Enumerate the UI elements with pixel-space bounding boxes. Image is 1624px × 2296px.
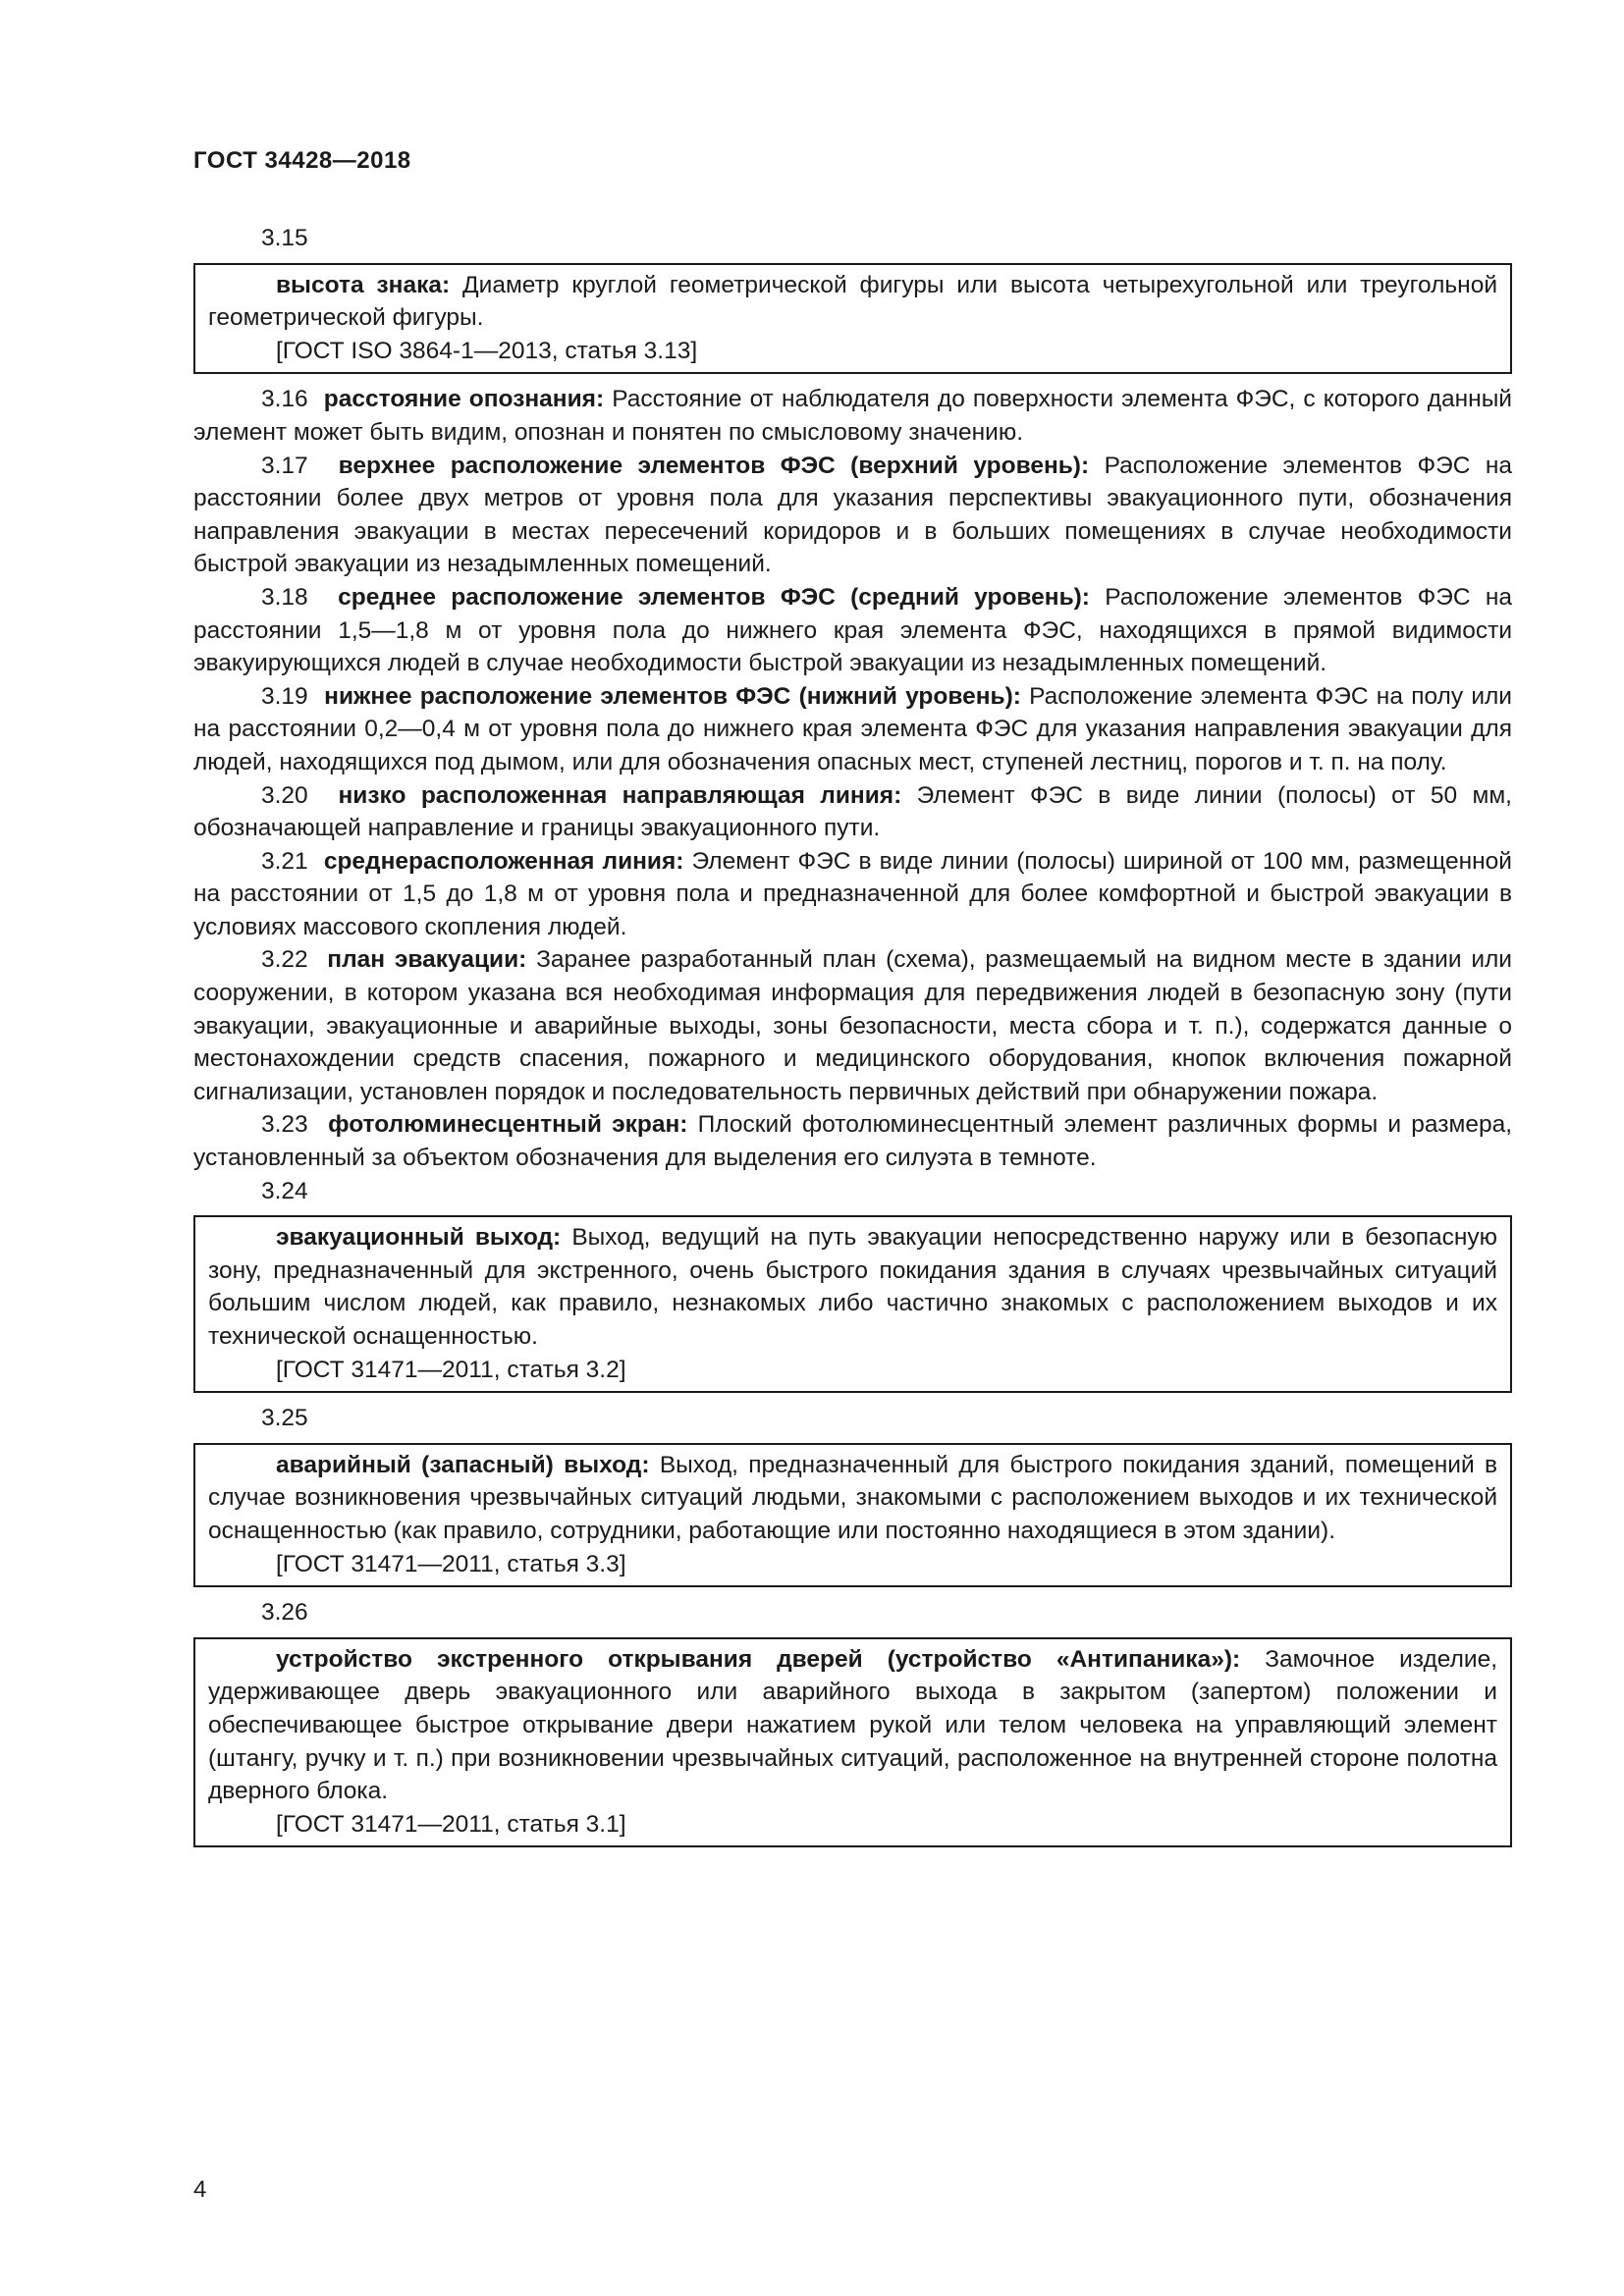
entry-number: 3.23 xyxy=(261,1111,308,1139)
definition: Заранее разработанный план (схема), размещаемый на видном месте в здании или сооружении, в котором указана вся необходимая информация для передвижения людей в безопасную зону (пути эвакуации, эвакуационные и аварийные выходы, зоны безопасности, места сбора и т. п.), содержатся данные о местонахождении средств спасения, пожарного и медицинского оборудования, кнопок включения пожарной сигнализации, установлен порядок и последовательность первичных действий при обнаружении пожара. xyxy=(193,946,1512,1105)
definition: Замочное изделие, удерживающее дверь эвакуационного или аварийного выхода в закрытом (запертом) положении и обеспечивающее быстрое открывание двери нажатием рукой или телом человека на управляющий элемент (штангу, ручку и т. п.) при возникновении чрезвычайных ситуаций, расположенное на внутренней стороне полотна дверного блока. xyxy=(208,1645,1498,1805)
source-reference: [ГОСТ ISO 3864-1—2013, статья 3.13] xyxy=(276,337,698,364)
entry-number: 3.22 xyxy=(261,946,308,974)
definition-box xyxy=(193,263,1512,375)
definition-paragraph xyxy=(193,581,1512,680)
source-reference: [ГОСТ 31471—2011, статья 3.1] xyxy=(276,1810,626,1838)
definition-paragraph xyxy=(193,383,1512,449)
definition-paragraph xyxy=(193,943,1512,1108)
definition: Расположение элементов ФЭС на расстоянии более двух метров от уровня пола для указания перспективы эвакуационного пути, обозначения направления эвакуации в местах пересечений коридоров и в больших помещениях в случае необходимости быстрой эвакуации из незадымленных помещений. xyxy=(193,452,1512,578)
definition: Диаметр круглой геометрической фигуры или высота четырехугольной или треугольной геометрической фигуры. xyxy=(208,271,1498,332)
document-header: ГОСТ 34428—2018 xyxy=(193,147,411,174)
definition-text xyxy=(208,1643,1497,1808)
term: аварийный (запасный) выход: xyxy=(276,1451,650,1478)
definition-text xyxy=(208,1221,1497,1353)
definition: Плоский фотолюминесцентный элемент различных формы и размера, установленный за объектом обозначения для выделения его силуэта в темноте. xyxy=(193,1111,1513,1172)
entry-number: 3.26 xyxy=(261,1599,308,1627)
definition: Элемент ФЭС в виде линии (полосы) от 50 мм, обозначающей направление и границы эвакуационного пути. xyxy=(193,781,1512,842)
term: низко расположенная направляющая линия: xyxy=(338,781,902,809)
term: фотолюминесцентный экран: xyxy=(328,1111,688,1139)
definition-box xyxy=(193,1637,1512,1848)
definition-text xyxy=(208,269,1497,335)
definition-box xyxy=(193,1215,1512,1393)
definition: Выход, предназначенный для быстрого покидания зданий, помещений в случае возникновения чрезвычайных ситуаций людьми, знакомыми с расположением выходов и их технической оснащенностью (как правило, сотрудники, работающие или постоянно находящиеся в этом здании). xyxy=(208,1451,1498,1544)
term: расстояние опознания: xyxy=(323,386,605,413)
source-reference: [ГОСТ 31471—2011, статья 3.2] xyxy=(276,1356,626,1383)
entry-number: 3.18 xyxy=(261,583,308,611)
term: устройство экстренного открывания дверей (устройство «Антипаника»): xyxy=(276,1645,1241,1673)
definition-paragraph xyxy=(193,680,1512,779)
definition-paragraph xyxy=(193,1108,1512,1174)
term: верхнее расположение элементов ФЭС (верхний уровень): xyxy=(338,452,1090,479)
definitions-list xyxy=(193,222,1512,1856)
term: среднее расположение элементов ФЭС (средний уровень): xyxy=(338,583,1090,611)
entry-number: 3.17 xyxy=(261,452,308,479)
term: среднерасположенная линия: xyxy=(323,847,684,875)
entry-number: 3.24 xyxy=(261,1177,308,1204)
definition: Расположение элементов ФЭС на расстоянии 1,5—1,8 м от уровня пола до нижнего края элемента ФЭС, находящихся в прямой видимости эвакуирующихся людей в случае необходимости быстрой эвакуации из незадымленных помещений. xyxy=(193,583,1513,677)
term: высота знака: xyxy=(276,271,451,298)
definition-paragraph xyxy=(193,845,1512,944)
term: эвакуационный выход: xyxy=(276,1224,562,1252)
entry-number: 3.16 xyxy=(261,386,308,413)
entry-number: 3.25 xyxy=(261,1405,308,1432)
definition: Элемент ФЭС в виде линии (полосы) шириной от 100 мм, размещенной на расстоянии от 1,5 до 1,8 м от уровня пола и предназначенной для более комфортной и быстрой эвакуации в условиях массового скопления людей. xyxy=(193,847,1512,940)
page-number: 4 xyxy=(193,2176,207,2203)
definition-box xyxy=(193,1443,1512,1587)
term: нижнее расположение элементов ФЭС (нижний уровень): xyxy=(324,682,1021,710)
definition: Расстояние от наблюдателя до поверхности элемента ФЭС, с которого данный элемент может быть видим, опознан и понятен по смысловому значению. xyxy=(193,386,1512,446)
term: план эвакуации: xyxy=(327,946,527,974)
definition-paragraph xyxy=(193,450,1512,581)
definition: Расположение элемента ФЭС на полу или на расстоянии 0,2—0,4 м от уровня пола до нижнего края элемента ФЭС для указания направления эвакуации для людей, находящихся под дымом, или для обозначения опасных мест, ступеней лестниц, порогов и т. п. на полу. xyxy=(193,682,1512,775)
entry-number: 3.15 xyxy=(261,225,308,251)
definition: Выход, ведущий на путь эвакуации непосредственно наружу или в безопасную зону, предназначенный для экстренного, очень быстрого покидания здания в случаях чрезвычайных ситуаций большим числом людей, как правило, незнакомых либо частично знакомых с расположением выходов и их технической оснащенностью. xyxy=(208,1224,1497,1350)
entry-number: 3.21 xyxy=(261,847,308,875)
definition-paragraph xyxy=(193,779,1512,845)
definition-text xyxy=(208,1449,1497,1548)
entry-number: 3.19 xyxy=(261,682,308,710)
entry-number: 3.20 xyxy=(261,781,308,809)
source-reference: [ГОСТ 31471—2011, статья 3.3] xyxy=(276,1550,626,1577)
